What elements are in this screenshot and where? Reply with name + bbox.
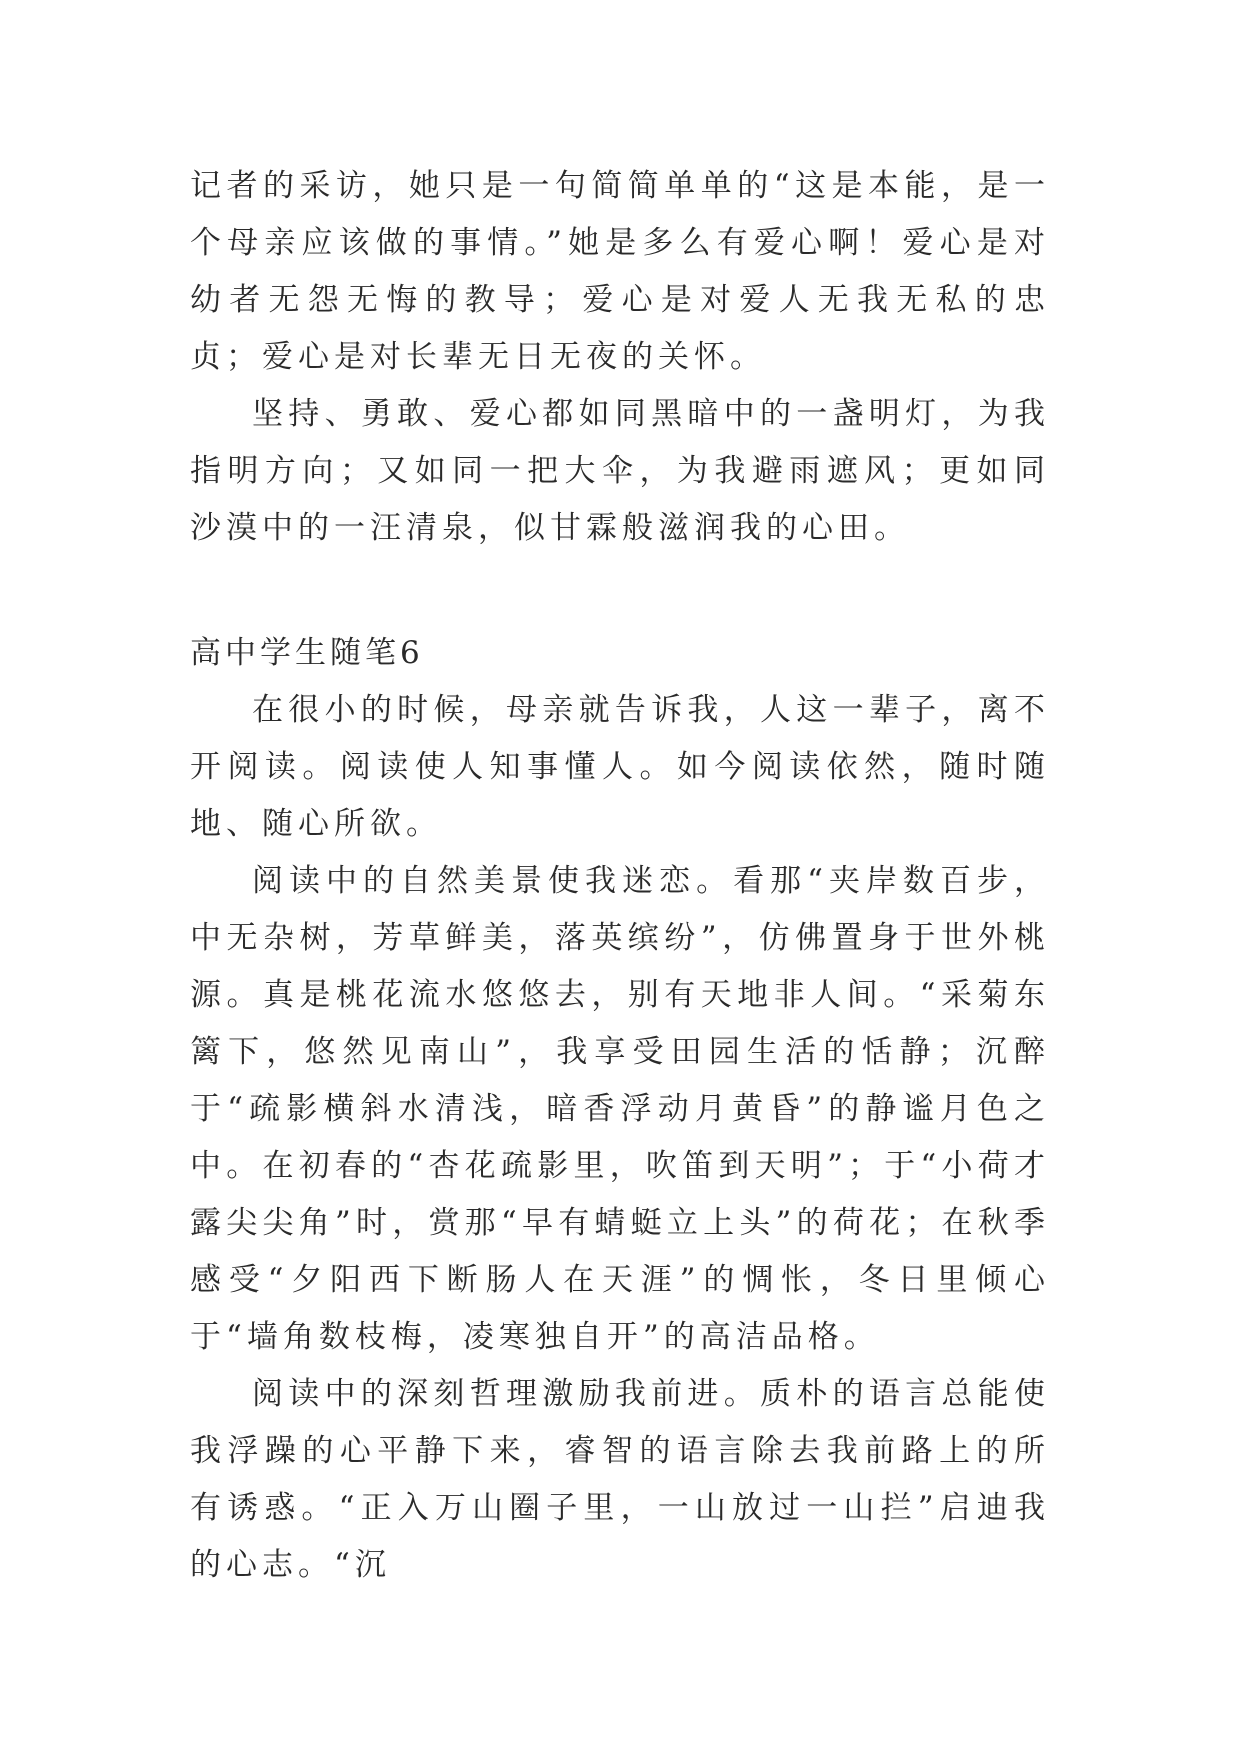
paragraph: 坚持、勇敢、爱心都如同黑暗中的一盏明灯，为我指明方向；又如同一把大伞，为我避雨遮风；更如同沙漠中的一汪清泉，似甘霖般滋润我的心田。 bbox=[190, 396, 1050, 546]
paragraph: 阅读中的深刻哲理激励我前进。质朴的语言总能使我浮躁的心平静下来，睿智的语言除去我前路上的所有诱惑。“正入万山圈子里，一山放过一山拦”启迪我的心志。“沉 bbox=[190, 1376, 1050, 1583]
paragraph: 阅读中的自然美景使我迷恋。看那“夹岸数百步，中无杂树，芳草鲜美，落英缤纷”，仿佛置身于世外桃源。真是桃花流水悠悠去，别有天地非人间。“采菊东篱下，悠然见南山”，我享受田园生活的恬静；沉醉于“疏影横斜水清浅，暗香浮动月黄昏”的静谧月色之中。在初春的“杏花疏影里，吹笛到天明”；于“小荷才露尖尖角”时，赏那“早有蜻蜓立上头”的荷花；在秋季感受“夕阳西下断肠人在天涯”的惆怅，冬日里倾心于“墙角数枝梅，凌寒独自开”的高洁品格。 bbox=[190, 863, 1050, 1355]
section-title: 高中学生随笔6 bbox=[190, 635, 424, 671]
paragraph: 在很小的时候，母亲就告诉我，人这一辈子，离不开阅读。阅读使人知事懂人。如今阅读依然，随时随地、随心所欲。 bbox=[190, 692, 1050, 842]
paragraph-spacer bbox=[190, 557, 1050, 625]
document-body bbox=[190, 158, 1050, 1594]
paragraph: 记者的采访，她只是一句简简单单的“这是本能，是一个母亲应该做的事情。”她是多么有爱心啊！爱心是对幼者无怨无悔的教导；爱心是对爱人无我无私的忠贞；爱心是对长辈无日无夜的关怀。 bbox=[190, 168, 1050, 375]
